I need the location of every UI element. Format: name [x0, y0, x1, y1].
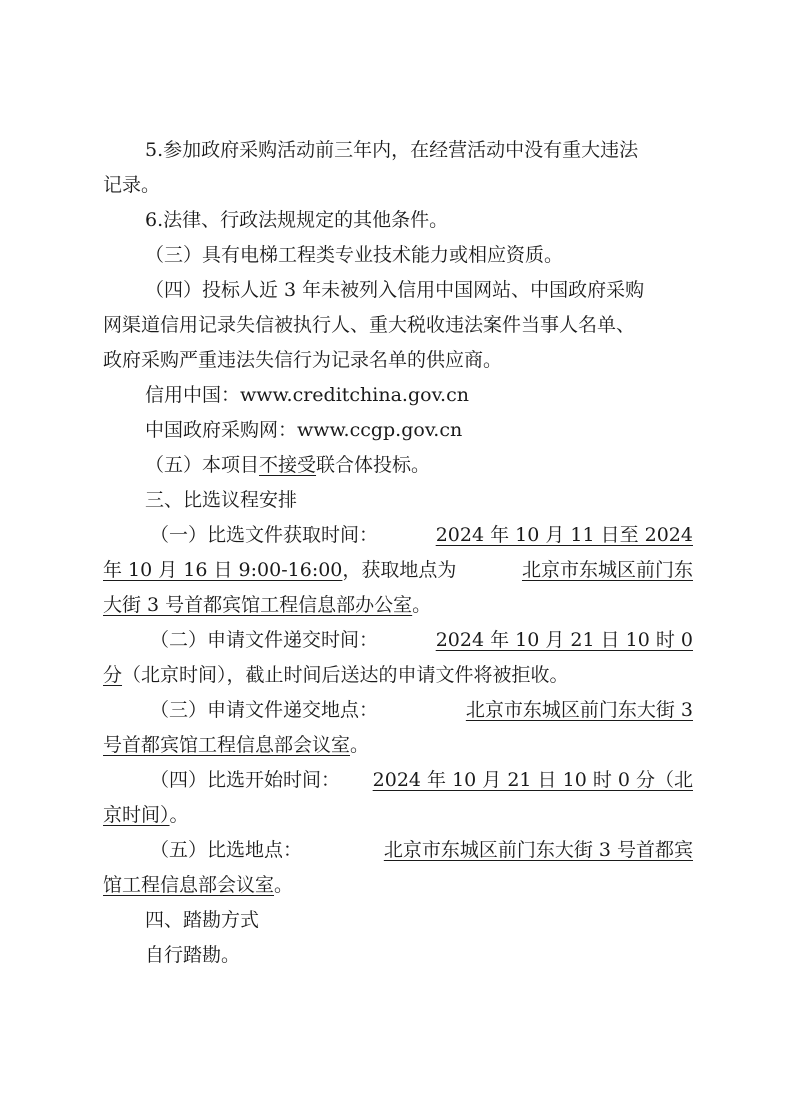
agenda-item-3: [150, 698, 693, 722]
text-line: ，获取地点为: [342, 559, 457, 581]
underlined-value: 馆工程信息部会议室: [103, 874, 275, 896]
text-line: （三）申请文件递交地点：: [150, 699, 379, 721]
text-line: （北京时间），截止时间后送达的申请文件将被拒收。: [122, 664, 569, 686]
text-line: 。: [169, 804, 189, 826]
text-line: 自行踏勘。: [145, 944, 241, 966]
text-line: 。: [274, 874, 294, 896]
site-visit-line: [145, 943, 693, 967]
text-line: 网渠道信用记录失信被执行人、重大税收违法案件当事人名单、: [103, 314, 636, 336]
agenda-item-3-cont: [103, 733, 693, 757]
underlined-value: 2024 年 10 月 11 日至 2024: [435, 524, 693, 546]
heading-text: 四、踏勘方式: [145, 909, 260, 931]
para-qual-4-cont2: [103, 348, 693, 372]
text-line: 记录。: [103, 174, 161, 196]
text-line: 政府采购严重违法失信行为记录名单的供应商。: [103, 349, 503, 371]
agenda-item-2: [150, 628, 693, 652]
text-line: 5.参加政府采购活动前三年内，在经营活动中没有重大违法: [145, 139, 639, 161]
para-qual-3: [145, 243, 693, 267]
agenda-item-1-cont: [103, 558, 693, 582]
underlined-value: 北京市东城区前门东: [521, 559, 693, 581]
text-line: 信用中国：www.creditchina.gov.cn: [145, 384, 469, 406]
underlined-value: 2024 年 10 月 21 日 10 时 0 分（北: [372, 769, 693, 791]
agenda-item-1: [150, 523, 693, 547]
text-line: （四）投标人近 3 年未被列入信用中国网站、中国政府采购: [145, 279, 645, 301]
text-line: 6.法律、行政法规规定的其他条件。: [145, 209, 449, 231]
section-heading-4: [145, 908, 693, 932]
heading-text: 三、比选议程安排: [145, 489, 298, 511]
underlined-value: 大街 3 号首都宾馆工程信息部办公室: [103, 594, 413, 616]
underlined-value: 年 10 月 16 日 9:00-16:00: [103, 559, 343, 581]
agenda-item-5-cont: [103, 873, 693, 897]
para-qual-5: [145, 453, 693, 477]
para-item-5: [145, 138, 693, 162]
text-line: 。: [412, 594, 432, 616]
agenda-item-1-cont2: [103, 593, 693, 617]
text-line: （二）申请文件递交时间：: [150, 629, 379, 651]
section-heading-3: [145, 488, 693, 512]
text-line: （五）本项目: [145, 454, 260, 476]
text-line: （五）比选地点：: [150, 839, 303, 861]
underlined-value: 分: [103, 664, 123, 686]
para-item-6: [145, 208, 693, 232]
agenda-item-2-cont: [103, 663, 693, 687]
underlined-value: 号首都宾馆工程信息部会议室: [103, 734, 351, 756]
para-item-5-cont: [103, 173, 693, 197]
ccgp-line: [145, 418, 693, 442]
agenda-item-5: [150, 838, 693, 862]
underlined-value: 不接受: [259, 454, 317, 476]
underlined-value: 2024 年 10 月 21 日 10 时 0: [435, 629, 693, 651]
text-line: 联合体投标。: [316, 454, 431, 476]
agenda-item-4: [150, 768, 693, 792]
underlined-value: 北京市东城区前门东大街 3 号首都宾: [383, 839, 693, 861]
text-line: 。: [350, 734, 370, 756]
underlined-value: 京时间）: [103, 804, 170, 826]
para-qual-4-cont: [103, 313, 693, 337]
text-line: （三）具有电梯工程类专业技术能力或相应资质。: [145, 244, 564, 266]
credit-china-line: [145, 383, 693, 407]
text-line: （一）比选文件获取时间：: [150, 524, 379, 546]
para-qual-4: [145, 278, 693, 302]
underlined-value: 北京市东城区前门东大街 3: [465, 699, 693, 721]
text-line: （四）比选开始时间：: [150, 769, 341, 791]
text-line: 中国政府采购网：www.ccgp.gov.cn: [145, 419, 463, 441]
agenda-item-4-cont: [103, 803, 693, 827]
